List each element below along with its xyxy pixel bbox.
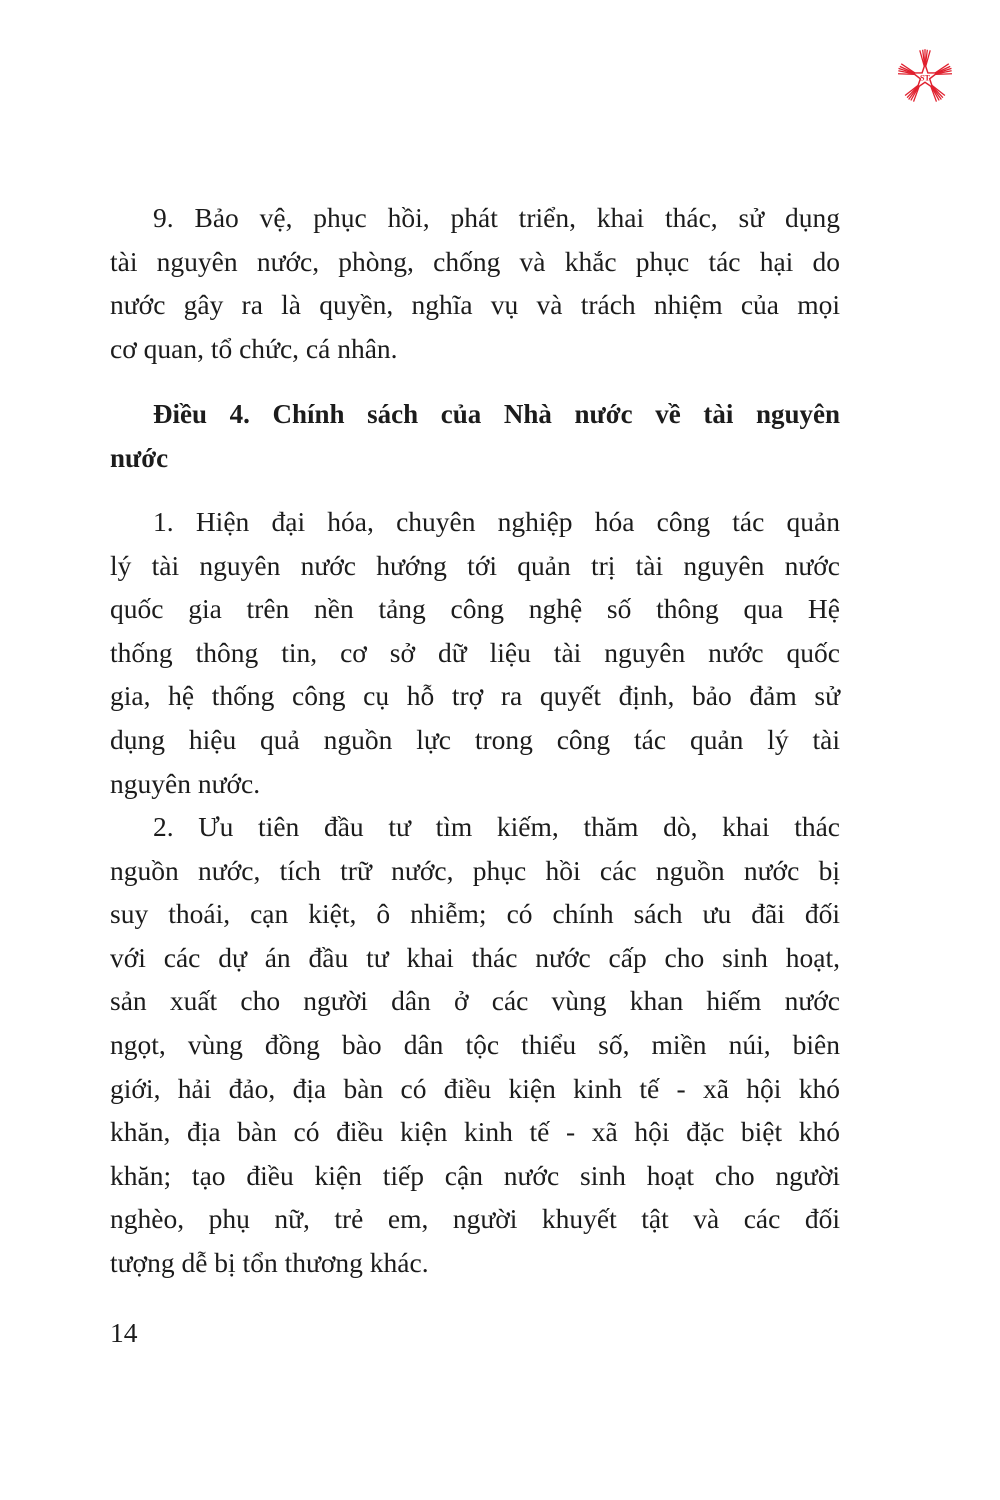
article-4-heading [110,393,840,480]
text-line: nghèo, phụ nữ, trẻ em, người khuyết tật và các đối [110,1203,840,1235]
heading-line: Điều 4. Chính sách của Nhà nước về tài nguyên [153,399,840,429]
svg-text:ST: ST [920,73,930,83]
text-line: tượng dễ bị tổn thương khác. [110,1246,429,1278]
text-line: giới, hải đảo, địa bàn có điều kiện kinh tế - xã hội khó [110,1072,840,1104]
text-line: thống thông tin, cơ sở dữ liệu tài nguyên nước quốc [110,636,840,668]
text-line: nguyên nước. [110,767,261,799]
text-line: nguồn nước, tích trữ nước, phục hồi các nguồn nước bị [110,854,840,886]
publisher-logo-icon [896,48,954,106]
text-line: lý tài nguyên nước hướng tới quản trị tài nguyên nước [110,549,840,581]
text-line: khăn, địa bàn có điều kiện kinh tế - xã hội đặc biệt khó [110,1116,840,1148]
text-line: cơ quan, tổ chức, cá nhân. [110,332,398,364]
page-number: 14 [110,1317,138,1348]
text-line: suy thoái, cạn kiệt, ô nhiễm; có chính sách ưu đãi đối [110,898,840,930]
text-line: 9. Bảo vệ, phục hồi, phát triển, khai thác, sử dụng [153,202,840,233]
text-line: dụng hiệu quả nguồn lực trong công tác quản lý tài [110,723,840,755]
text-line: nước gây ra là quyền, nghĩa vụ và trách nhiệm của mọi [110,289,840,321]
heading-line: nước [110,442,169,473]
text-line: tài nguyên nước, phòng, chống và khắc phục tác hại do [110,245,840,277]
text-line: 2. Ưu tiên đầu tư tìm kiếm, thăm dò, khai thác [153,811,840,842]
text-line: ngọt, vùng đồng bào dân tộc thiểu số, miền núi, biên [110,1028,840,1060]
clause-2-paragraph [110,805,840,1285]
text-line: sản xuất cho người dân ở các vùng khan hiếm nước [110,985,840,1017]
text-line: gia, hệ thống công cụ hỗ trợ ra quyết định, bảo đảm sử [110,680,840,712]
text-line: khăn; tạo điều kiện tiếp cận nước sinh hoạt cho người [110,1159,840,1191]
clause-1-paragraph [110,500,840,805]
clause-9-paragraph [110,196,840,370]
text-line: quốc gia trên nền tảng công nghệ số thông qua Hệ [110,593,840,625]
text-line: với các dự án đầu tư khai thác nước cấp cho sinh hoạt, [110,941,840,973]
text-line: 1. Hiện đại hóa, chuyên nghiệp hóa công tác quản [153,506,840,537]
